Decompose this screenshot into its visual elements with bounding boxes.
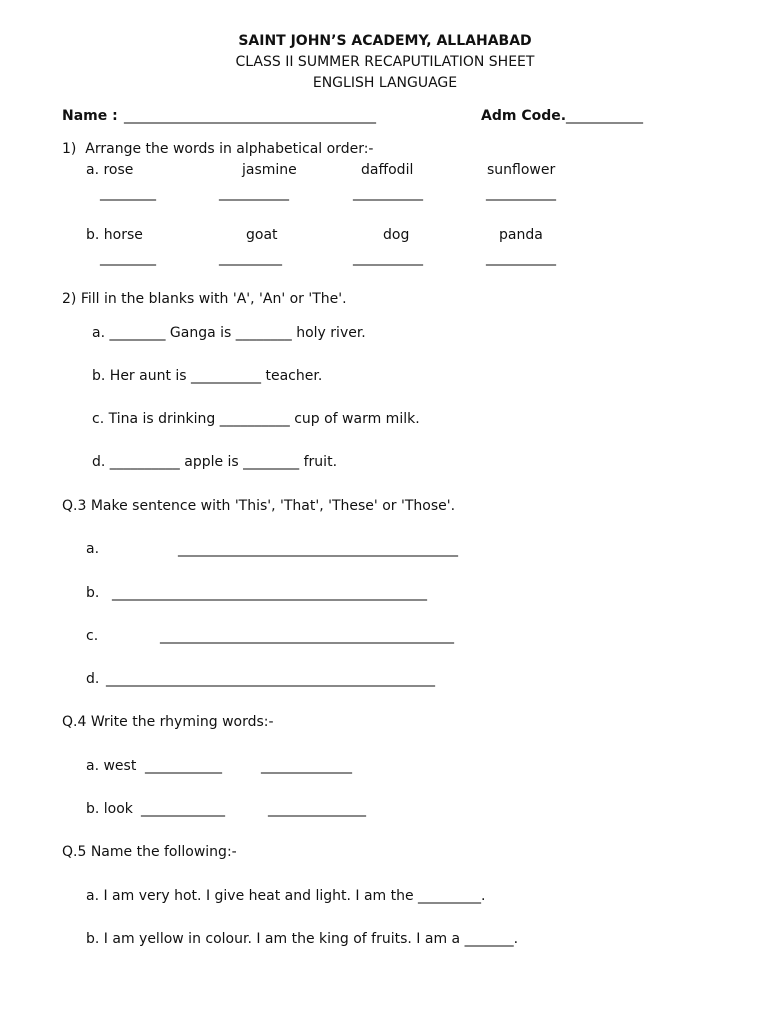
name-blank: ____________________________________ <box>124 108 376 124</box>
q4-item-blank: ______________ <box>268 801 366 817</box>
q3-item-label: c. <box>86 628 99 644</box>
sheet-title: CLASS II SUMMER RECAPUTILATION SHEET <box>235 54 535 70</box>
subject-title: ENGLISH LANGUAGE <box>312 75 458 91</box>
q3-item-label: b. <box>86 585 100 601</box>
q1-word: a. rose <box>86 162 134 178</box>
adm-code-blank: ___________ <box>566 108 643 124</box>
q3-item-blank: _____________________________________________ <box>112 585 427 601</box>
q2-item: a. ________ Ganga is ________ holy river. <box>92 325 366 341</box>
q1-blank: __________ <box>486 185 556 201</box>
q2-item: d. __________ apple is ________ fruit. <box>92 454 338 470</box>
q1-word: b. horse <box>86 227 143 243</box>
q4-item-blank: _____________ <box>261 758 352 774</box>
q1-word: sunflower <box>487 162 556 178</box>
q1-blank: ________ <box>100 250 156 266</box>
q1-title: 1) Arrange the words in alphabetical order:- <box>62 141 374 157</box>
q1-blank: __________ <box>353 185 423 201</box>
q1-blank: ________ <box>100 185 156 201</box>
q4-title: Q.4 Write the rhyming words:- <box>62 714 274 730</box>
q4-item-blank: ___________ <box>145 758 222 774</box>
q3-item-label: a. <box>86 541 100 557</box>
school-name: SAINT JOHN’S ACADEMY, ALLAHABAD <box>238 33 532 49</box>
q1-blank: __________ <box>219 185 289 201</box>
q1-word: daffodil <box>361 162 414 178</box>
q5-title: Q.5 Name the following:- <box>62 844 237 860</box>
q1-blank: __________ <box>353 250 423 266</box>
q4-item-label: b. look <box>86 801 133 817</box>
q3-item-blank: ________________________________________ <box>178 541 458 557</box>
q2-title: 2) Fill in the blanks with 'A', 'An' or 'The'. <box>62 291 347 307</box>
q3-item-label: d. <box>86 671 100 687</box>
name-label: Name : <box>62 108 118 124</box>
q4-item-label: a. west <box>86 758 137 774</box>
q1-word: panda <box>499 227 543 243</box>
q1-word: goat <box>246 227 278 243</box>
q2-item: b. Her aunt is __________ teacher. <box>92 368 323 384</box>
q2-item: c. Tina is drinking __________ cup of warm milk. <box>92 411 420 427</box>
q3-item-blank: __________________________________________ <box>160 628 454 644</box>
adm-code-label: Adm Code. <box>481 108 567 124</box>
q3-title: Q.3 Make sentence with 'This', 'That', 'These' or 'Those'. <box>62 498 456 514</box>
q1-blank: _________ <box>219 250 282 266</box>
q1-word: jasmine <box>242 162 297 178</box>
q5-item: a. I am very hot. I give heat and light. I am the _________. <box>86 888 486 904</box>
q5-item: b. I am yellow in colour. I am the king of fruits. I am a _______. <box>86 931 519 947</box>
q1-word: dog <box>383 227 410 243</box>
q3-item-blank: _______________________________________________ <box>106 671 435 687</box>
q4-item-blank: ____________ <box>141 801 225 817</box>
q1-blank: __________ <box>486 250 556 266</box>
